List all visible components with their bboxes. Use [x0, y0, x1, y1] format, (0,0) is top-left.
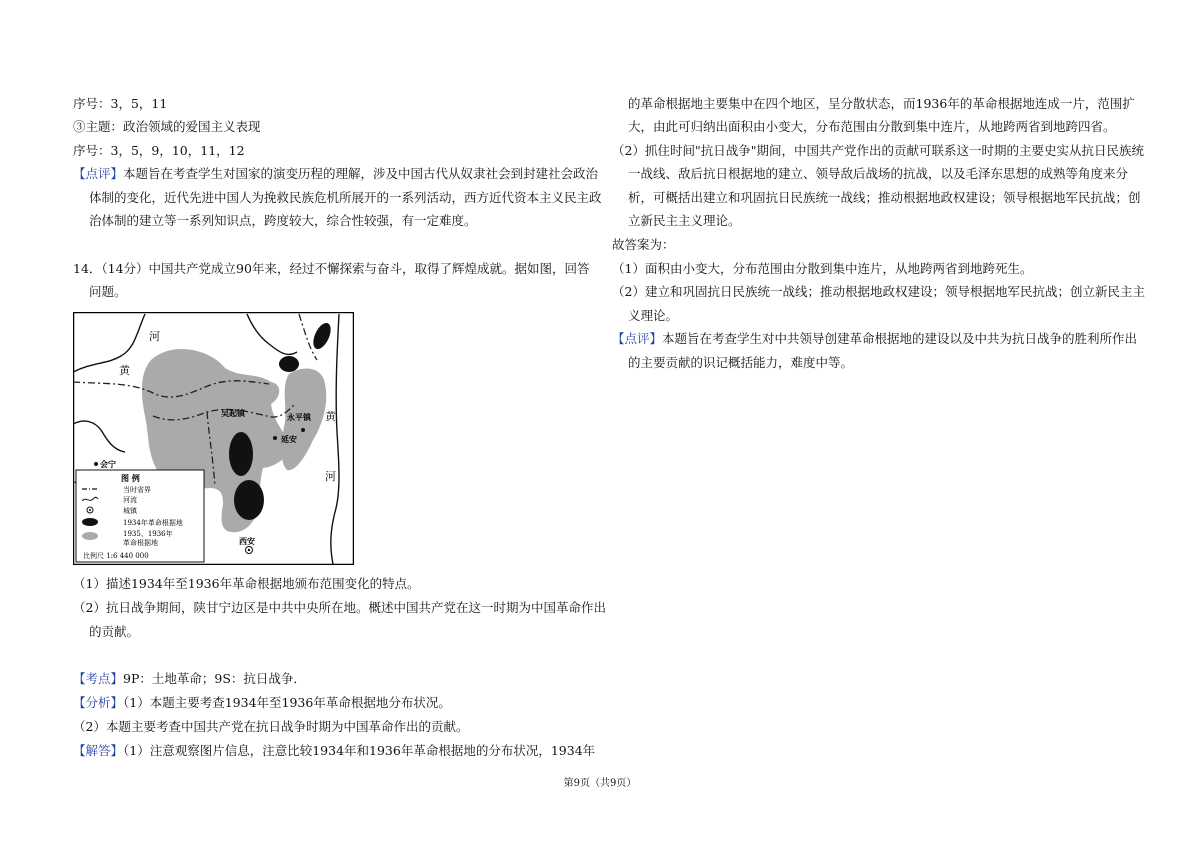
- legend-1936-symbol: [82, 532, 98, 540]
- text-line: 问题。: [89, 284, 127, 299]
- map-legend: [76, 470, 204, 562]
- text-line: 一战线、敌后抗日根据地的建立、领导敌后战场的抗战，以及毛泽东思想的成熟等角度来分: [628, 166, 1129, 181]
- legend-label: 革命根据地: [123, 539, 158, 547]
- legend-1934-symbol: [82, 518, 98, 526]
- legend-label: 当时省界: [123, 486, 151, 494]
- answer-part-1: （1）面积由小变大，分布范围由分散到集中连片，从地跨两省到地跨死生。: [612, 261, 1033, 276]
- legend-label: 1935、1936年: [123, 530, 173, 538]
- answer-part-2: （2）建立和巩固抗日民族统一战线；推动根据地政权建设；领导根据地军民抗战；创立新民主主: [612, 284, 1145, 299]
- kaodian-text: 9P：土地革命；9S：抗日战争．: [123, 671, 306, 686]
- text-line: 的革命根据地主要集中在四个地区，呈分散状态，而1936年的革命根据地连成一片，范围扩: [628, 96, 1135, 111]
- map-label-city: 会宁: [100, 459, 116, 469]
- text-line: 序号：3，5，11: [73, 96, 168, 111]
- answer-heading: 故答案为：: [612, 237, 675, 252]
- comment-line: [73, 166, 598, 182]
- kaodian-line: [73, 671, 306, 687]
- text-line: 体制的变化，近代先进中国人为挽救民族危机所展开的一系列活动，西方近代资本主义民主政: [89, 190, 602, 205]
- text-line: （2）抓住时间"抗日战争"期间，中国共产党作出的贡献可联系这一时期的主要史实从抗日民族统: [612, 143, 1144, 158]
- map-label-city: 西安: [239, 536, 255, 546]
- text-line: 序号：3，5，9，10，11，12: [73, 143, 245, 158]
- base-1934-northeast: [279, 356, 299, 372]
- legend-label: 河流: [123, 496, 137, 504]
- map-label-river: 河: [325, 470, 336, 483]
- legend-label: 城镇: [123, 507, 137, 515]
- text-line: 析，可概括出建立和巩固抗日民族统一战线；推动根据地政权建设；领导根据地军民抗战；创: [628, 190, 1141, 205]
- revolutionary-base-map: [73, 312, 354, 565]
- comment-tag: 【点评】: [73, 166, 124, 181]
- comment-text: 本题旨在考查学生对国家的演变历程的理解，涉及中国古代从奴隶社会到封建社会政治: [123, 166, 599, 181]
- jieda-tag: 【解答】: [73, 743, 124, 758]
- map-city-dot: [248, 549, 250, 551]
- comment-tag: 【点评】: [612, 331, 663, 346]
- fenxi-line: [73, 695, 451, 711]
- legend-title: 图 例: [121, 473, 140, 483]
- base-1934-center: [229, 432, 253, 476]
- map-label-city: 吴起镇: [221, 408, 245, 418]
- map-label-river: 黄: [119, 364, 130, 377]
- text-line: 立新民主主义理论。: [628, 213, 741, 228]
- fenxi-tag: 【分析】: [73, 695, 124, 710]
- question-part-1: （1）描述1934年至1936年革命根据地颁布范围变化的特点。: [73, 576, 420, 591]
- jieda-line: [73, 743, 595, 759]
- legend-scale: 比例尺 1:6 440 000: [83, 552, 149, 560]
- fenxi-text: （1）本题主要考查1934年至1936年革命根据地分布状况。: [123, 695, 451, 710]
- jieda-text: （1）注意观察图片信息，注意比较1934年和1936年革命根据地的分布状况，1934年: [123, 743, 596, 758]
- text-line: 大，由此可归纳出面积由小变大，分布范围由分散到集中连片，从地跨两省到地跨四省。: [628, 119, 1116, 134]
- question-part-2: （2）抗日战争期间，陕甘宁边区是中共中央所在地。概述中国共产党在这一时期为中国革命作出: [73, 600, 606, 615]
- text-line: （2）本题主要考查中国共产党在抗日战争时期为中国革命作出的贡献。: [73, 719, 469, 734]
- page-footer: 第9页（共9页）: [563, 778, 637, 789]
- question-14: 14．（14分）中国共产党成立90年来，经过不懈探索与奋斗，取得了辉煌成就。据如图，回答: [73, 261, 590, 276]
- comment-line: [612, 331, 1137, 347]
- base-1934-south: [234, 480, 264, 520]
- map-label-city: 永平镇: [287, 412, 311, 422]
- comment-text: 本题旨在考查学生对中共领导创建革命根据地的建设以及中共为抗日战争的胜利所作出: [662, 331, 1138, 346]
- map-city-dot: [301, 428, 305, 432]
- text-line: 义理论。: [628, 308, 679, 323]
- map-label-river: 河: [149, 330, 160, 343]
- map-city-dot: [94, 462, 98, 466]
- map-label-city: 延安: [281, 434, 297, 444]
- map-label-river: 黄: [325, 410, 336, 423]
- kaodian-tag: 【考点】: [73, 671, 124, 686]
- text-line: 治体制的建立等一系列知识点，跨度较大，综合性较强，有一定难度。: [89, 213, 477, 228]
- text-line: 的贡献。: [89, 624, 140, 639]
- legend-label: 1934年革命根据地: [123, 519, 183, 527]
- text-line: ③主题：政治领域的爱国主义表现: [73, 119, 261, 134]
- map-city-dot: [273, 436, 277, 440]
- text-line: 的主要贡献的识记概括能力，难度中等。: [628, 355, 854, 370]
